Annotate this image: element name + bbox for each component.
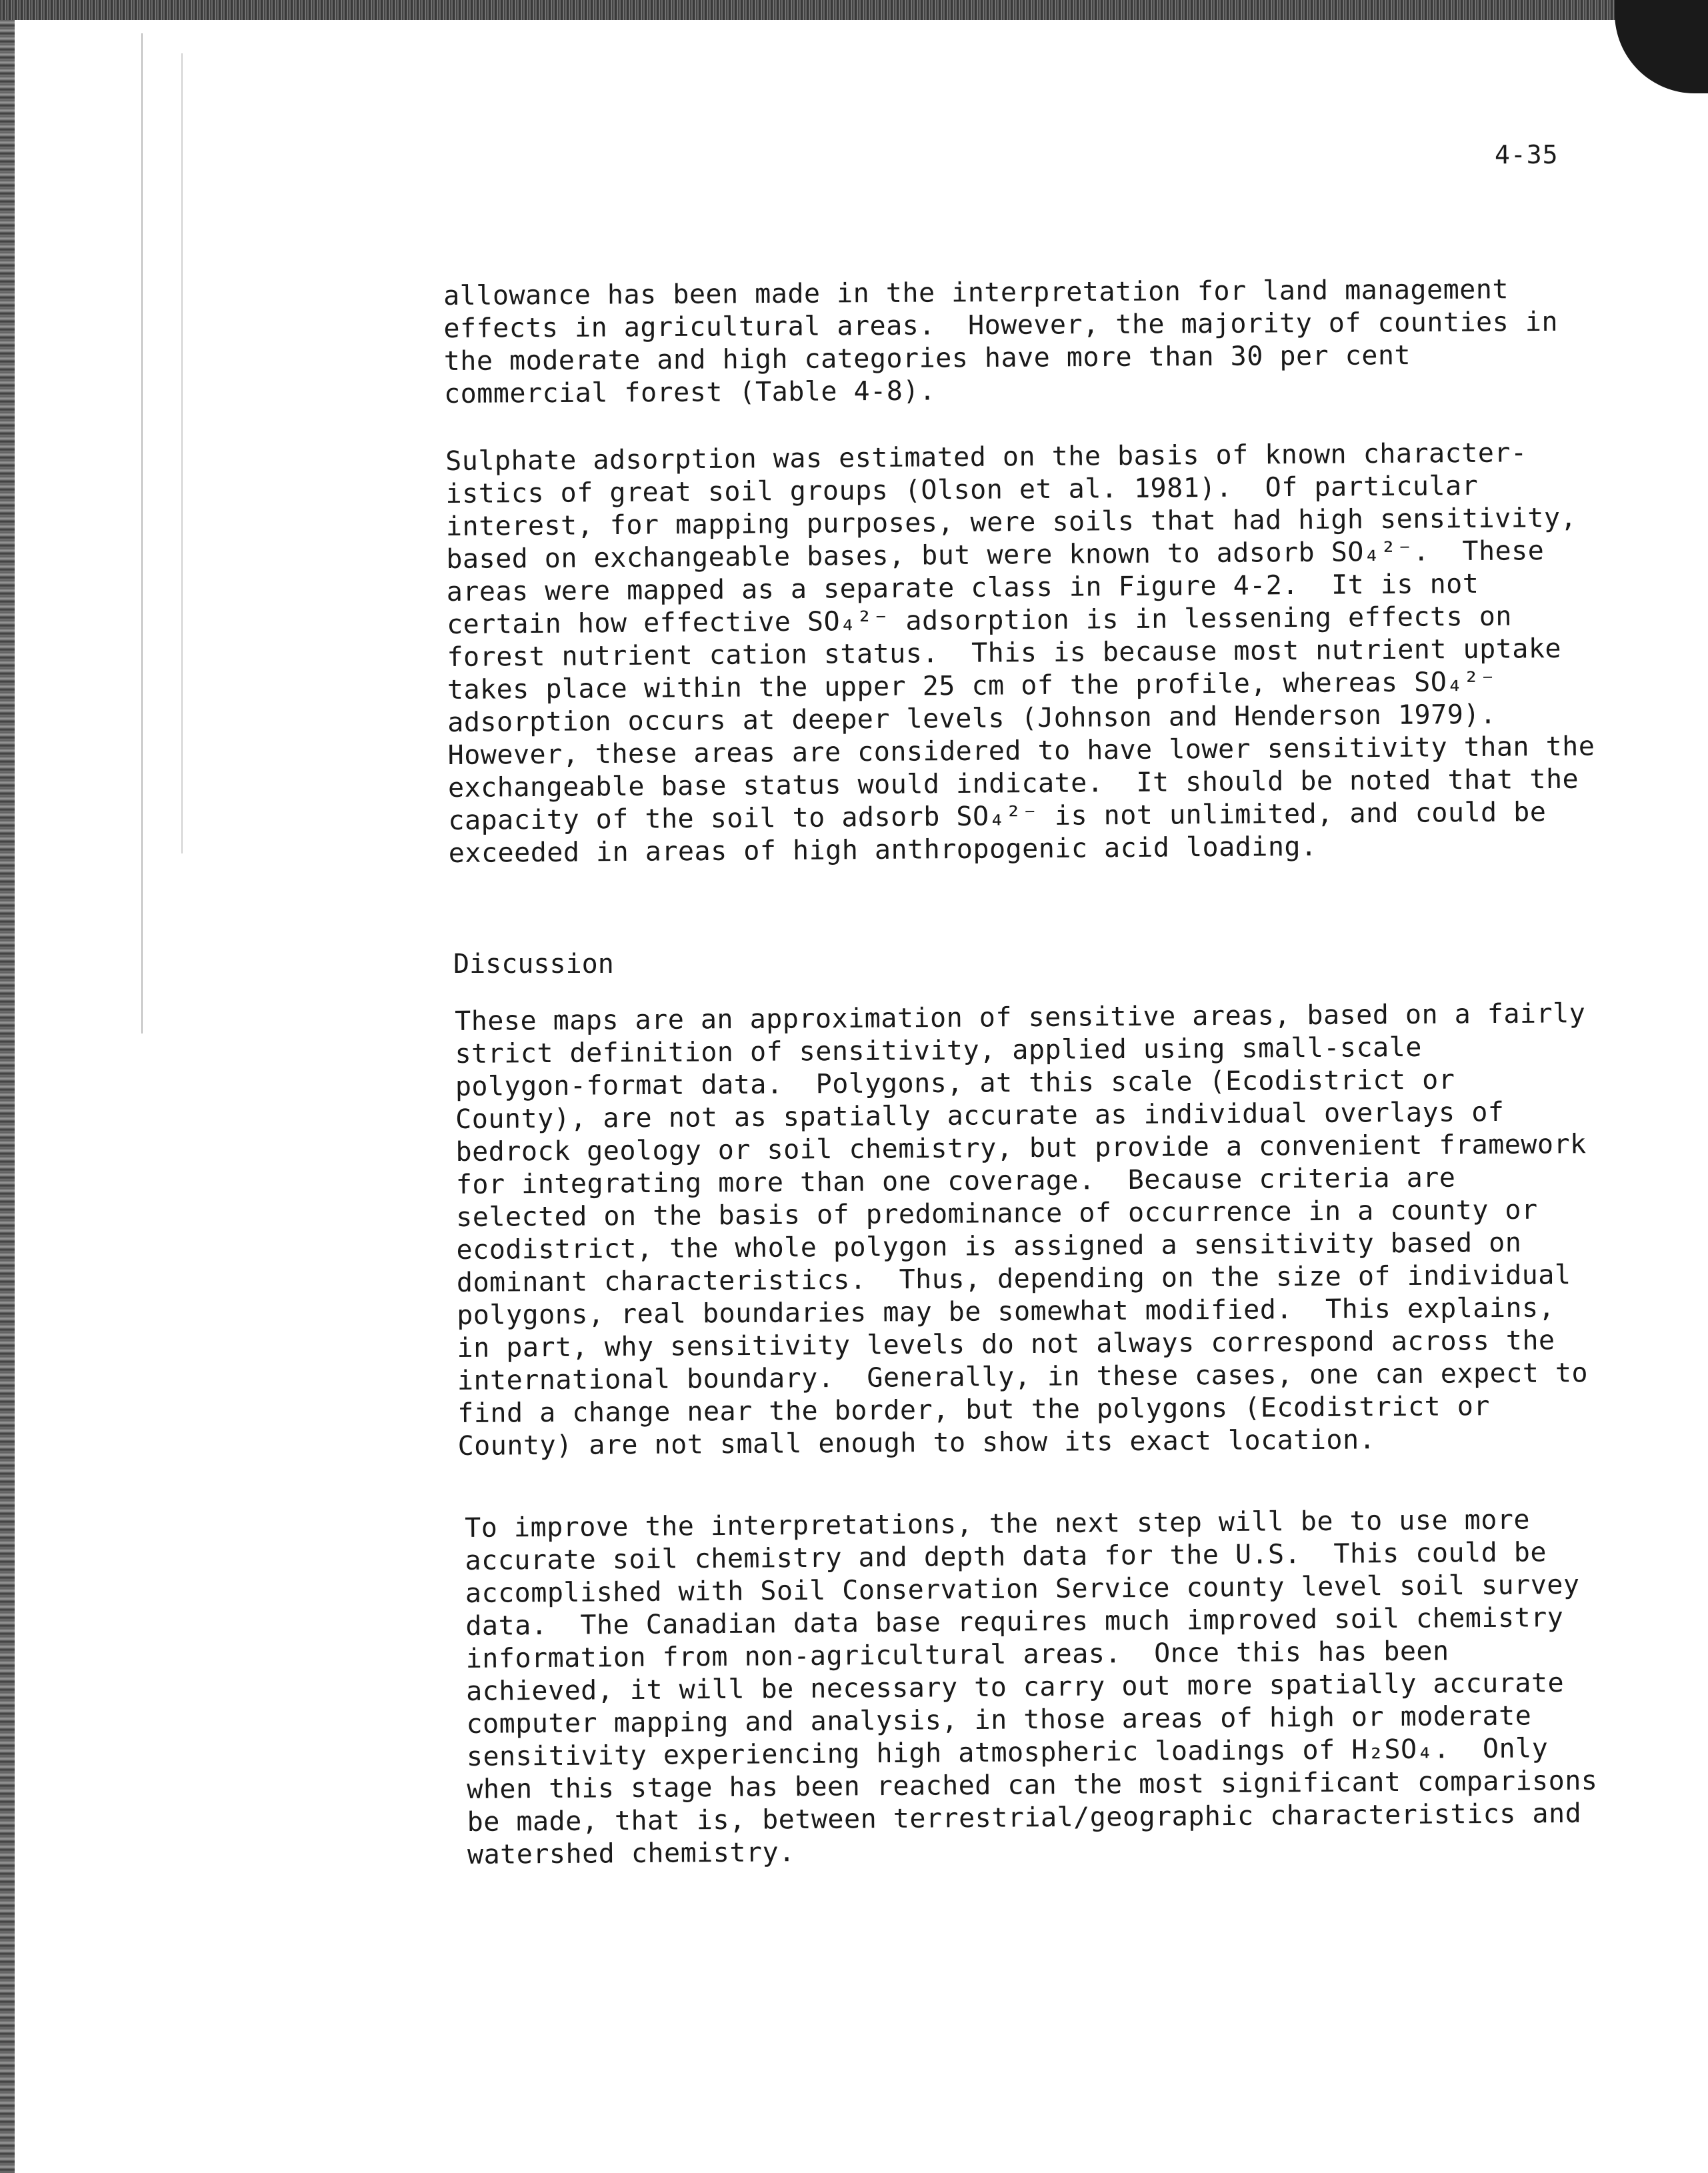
- scan-left-edge: [0, 20, 15, 2173]
- page-number: 4-35: [1495, 140, 1559, 169]
- paragraph-3: These maps are an approximation of sensitive areas, based on a fairly strict definition of sensitivity, applied using small-scale polygon-format data. Polygons, at this scale (Ecodistrict or County), are not as spatially accurate as individual overlays of bedrock geology or soil chemistry, but provide a convenient framework for integrating more than one coverage. Because criteria are selected on the basis of predominance of occurrence in a county or ecodistrict, the whole polygon is assigned a sensitivity based on dominant characteristics. Thus, depending on the size of individual polygons, real boundaries may be somewhat modified. This explains, in part, why sensitivity levels do not always correspond across the international boundary. Generally, in these cases, one can expect to find a change near the border, but the polygons (Ecodistrict or County) are not small enough to show its exact location.: [455, 998, 1589, 1462]
- paragraph-4: To improve the interpretations, the next step will be to use more accurate soil chemistry and depth data for the U.S. This could be accomplished with Soil Conservation Service county level soil survey data. The Canadian data base requires much improved soil chemistry information from non-agricultural areas. Once this has been achieved, it will be necessary to carry out more spatially accurate computer mapping and analysis, in those areas of high or moderate sensitivity experiencing high atmospheric loadings of H₂SO₄. Only when this stage has been reached can the most significant comparisons be made, that is, between terrestrial/geographic characteristics and watershed chemistry.: [465, 1504, 1598, 1870]
- scan-corner-shadow: [1615, 0, 1708, 93]
- paragraph-2: Sulphate adsorption was estimated on the basis of known character- istics of great soil groups (Olson et al. 1981). Of particular interest, for mapping purposes, were soils that had high sensitivity, based on exchangeable bases, but were known to adsorb SO₄²⁻. These areas were mapped as a separate class in Figure 4-2. It is not certain how effective SO₄²⁻ adsorption is in lessening effects on forest nutrient cation status. This is because most nutrient uptake takes place within the upper 25 cm of the profile, whereas SO₄²⁻ adsorption occurs at deeper levels (Johnson and Henderson 1979). However, these areas are considered to have lower sensitivity than the exchangeable base status would indicate. It should be noted that the capacity of the soil to adsorb SO₄²⁻ is not unlimited, and could be exceeded in areas of high anthropogenic acid loading.: [445, 437, 1595, 869]
- page-edge-line: [141, 33, 143, 1033]
- page-edge-line-2: [181, 53, 183, 853]
- scan-top-edge: [0, 0, 1708, 20]
- section-heading: Discussion: [453, 949, 614, 979]
- paragraph-1: allowance has been made in the interpretation for land management effects in agricultural areas. However, the majority of counties in the moderate and high categories have more than 30 per cent commercial forest (Table 4-8).: [443, 274, 1559, 409]
